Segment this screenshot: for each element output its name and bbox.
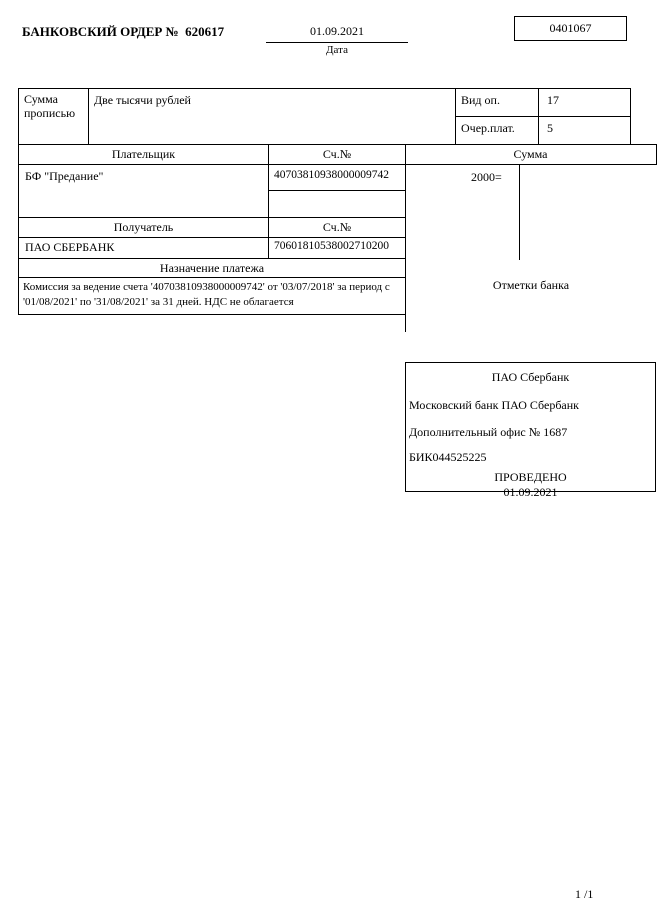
payment-priority-label: Очер.плат. <box>456 117 539 144</box>
payer-header: Плательщик <box>19 145 269 164</box>
payer-header-row <box>19 144 405 165</box>
stamp-status: ПРОВЕДЕНО <box>494 470 567 484</box>
payee-name: ПАО СБЕРБАНК <box>19 238 269 258</box>
stamp-branch: Московский банк ПАО Сбербанк <box>409 398 580 412</box>
stamp-office: Дополнительный офис № 1687 <box>409 425 568 439</box>
date-block <box>266 24 408 56</box>
payee-header-row <box>19 217 405 238</box>
payer-account: 40703810938000009742 <box>269 165 405 191</box>
payee-row <box>19 238 405 259</box>
payer-name: БФ "Предание" <box>19 165 269 217</box>
stamp-bik: БИК044525225 <box>409 450 487 464</box>
sum-header: Сумма <box>405 144 657 165</box>
payee-account: 70601810538002710200 <box>274 240 389 252</box>
payee-header: Получатель <box>19 218 269 237</box>
stamp-date: 01.09.2021 <box>503 485 558 499</box>
stamp-bank-name: ПАО Сбербанк <box>491 370 570 384</box>
operation-type-value: 17 <box>539 89 630 117</box>
sum-value: 2000= <box>405 165 520 260</box>
form-code-box: 0401067 <box>514 16 627 41</box>
document-title: БАНКОВСКИЙ ОРДЕР № 620617 <box>22 24 225 39</box>
bank-marks-label: Отметки банка <box>492 278 570 292</box>
payment-priority-value: 5 <box>547 121 553 135</box>
date-value: 01.09.2021 <box>266 24 408 43</box>
payer-account-cell <box>269 165 405 217</box>
parties-block <box>18 144 405 315</box>
operation-type-label: Вид оп. <box>456 89 539 117</box>
page-number: 1 /1 <box>575 887 594 901</box>
payer-row <box>19 165 405 217</box>
purpose-text: Комиссия за ведение счета '40703810938000009742' от '03/07/2018' за период с '01/08/2021' по '31/08/2021' за 31 дней. НДС не облагается <box>19 278 405 315</box>
amount-in-words-value: Две тысячи рублей <box>89 89 456 144</box>
date-label: Дата <box>326 44 348 56</box>
payee-account-header: Сч.№ <box>322 220 352 234</box>
purpose-header: Назначение платежа <box>19 259 405 278</box>
amount-in-words-label: Сумма прописью <box>19 89 89 144</box>
bank-stamp-box <box>405 362 656 499</box>
payer-account-header: Сч.№ <box>322 147 352 161</box>
amount-table <box>18 88 631 145</box>
